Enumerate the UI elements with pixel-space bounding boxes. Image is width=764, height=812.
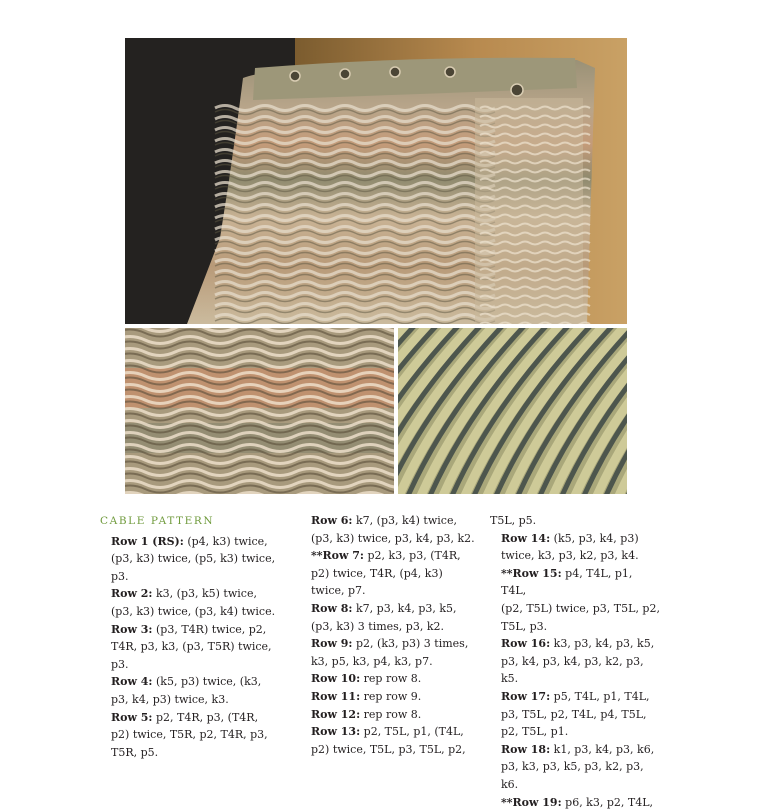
row-text: (p3, k3) twice, p3, k4, p3, k2. bbox=[311, 531, 475, 545]
pattern-row bbox=[300, 670, 480, 688]
row-label: Row 13: bbox=[311, 725, 361, 739]
section-title: CABLE PATTERN bbox=[100, 515, 215, 527]
row-text: T5R, p5. bbox=[111, 745, 159, 759]
row-label: Row 6: bbox=[311, 514, 353, 527]
row-text: T4R, p3, k3, (p3, T5R) twice, bbox=[111, 640, 272, 654]
row-text: T5L, p3. bbox=[501, 619, 548, 633]
pattern-column-1 bbox=[100, 512, 285, 761]
row-text: p2) twice, T5R, p2, T4R, p3, bbox=[111, 728, 268, 742]
knit-detail-photo-left bbox=[125, 328, 394, 494]
row-text: (p3, k3) 3 times, p3, k2. bbox=[311, 619, 444, 633]
pattern-column-2 bbox=[300, 512, 480, 758]
row-label: **Row 19: bbox=[501, 795, 562, 809]
row-text: k3, p5, k3, p4, k3, p7. bbox=[311, 654, 433, 668]
row-text: p3, k4, p3) twice, k3. bbox=[111, 692, 229, 706]
row-text: p3, T5L, p2, T4L, p4, T5L, bbox=[501, 707, 647, 721]
row-text: (p3, T4R) twice, p2, bbox=[152, 622, 267, 636]
row-label: Row 17: bbox=[501, 689, 551, 703]
pattern-row bbox=[300, 512, 480, 547]
pattern-row bbox=[490, 688, 660, 741]
continued-line: T5L, p5. bbox=[490, 514, 537, 527]
row-text: p2, (k3, p3) 3 times, bbox=[352, 637, 469, 651]
row-text: p2, T5L, p1. bbox=[501, 725, 569, 739]
row-text: k7, (p3, k4) twice, bbox=[352, 514, 457, 527]
row-label: Row 11: bbox=[311, 689, 361, 703]
row-text: (p2, T5L) twice, p3, T5L, p2, bbox=[501, 601, 660, 615]
pattern-row bbox=[100, 709, 285, 762]
row-label: Row 9: bbox=[311, 637, 353, 651]
pattern-row bbox=[490, 741, 660, 794]
row-text: rep row 8. bbox=[360, 672, 422, 686]
pattern-row bbox=[100, 621, 285, 674]
pattern-row bbox=[300, 688, 480, 706]
pattern-row bbox=[100, 673, 285, 708]
row-text: p3, k4, p3, k4, p3, k2, p3, k5. bbox=[501, 654, 644, 686]
row-text: twice, k3, p3, k2, p3, k4. bbox=[501, 549, 639, 563]
row-text: rep row 9. bbox=[360, 689, 422, 703]
row-text: k7, p3, k4, p3, k5, bbox=[352, 601, 457, 615]
row-label: Row 10: bbox=[311, 672, 361, 686]
row-text: p5, T4L, p1, T4L, bbox=[550, 689, 650, 703]
row-text: rep row 8. bbox=[360, 707, 422, 721]
pattern-row bbox=[490, 565, 660, 635]
row-text: p2, T5L, p1, (T4L, bbox=[360, 725, 464, 739]
pattern-row bbox=[300, 547, 480, 600]
row-text: p3, k3, p3, k5, p3, k2, p3, k6. bbox=[501, 760, 644, 791]
row-label: Row 14: bbox=[501, 531, 551, 545]
pattern-row bbox=[490, 635, 660, 688]
pattern-row bbox=[300, 706, 480, 724]
row-label: Row 16: bbox=[501, 637, 551, 651]
row-text: p4, T4L, p1, T4L, bbox=[501, 566, 633, 598]
pattern-row bbox=[490, 530, 660, 565]
pattern-row bbox=[100, 533, 285, 586]
row-text: p3. bbox=[111, 657, 129, 671]
row-text: k1, p3, k4, p3, k6, bbox=[550, 742, 655, 756]
row-text: p2, T4R, p3, (T4R, bbox=[152, 710, 259, 724]
pattern-row bbox=[490, 794, 660, 812]
row-text: twice, p7. bbox=[311, 584, 366, 598]
row-text: (k5, p3, k4, p3) bbox=[550, 531, 639, 545]
knit-detail-photo-right bbox=[398, 328, 627, 494]
pillow-photo bbox=[125, 38, 627, 324]
row-text: p2) twice, T5L, p3, T5L, p2, bbox=[311, 742, 466, 756]
pattern-row bbox=[300, 635, 480, 670]
row-text: (k5, p3) twice, (k3, bbox=[152, 675, 262, 689]
row-label: Row 12: bbox=[311, 707, 361, 721]
row-label: Row 1 (RS): bbox=[111, 534, 184, 548]
row-label: **Row 15: bbox=[501, 566, 562, 580]
pattern-row bbox=[300, 600, 480, 635]
row-label: Row 4: bbox=[111, 675, 153, 689]
row-text: p3. bbox=[111, 569, 129, 583]
row-text: p6, k3, p2, T4L, bbox=[561, 795, 654, 809]
row-text: k3, (p3, k5) twice, bbox=[152, 587, 257, 601]
row-label: Row 3: bbox=[111, 622, 153, 636]
row-label: Row 5: bbox=[111, 710, 153, 724]
pattern-row bbox=[100, 585, 285, 620]
row-label: Row 2: bbox=[111, 587, 153, 601]
pattern-column-3 bbox=[490, 512, 660, 811]
row-text: p2, k3, p3, (T4R, bbox=[364, 549, 461, 563]
row-label: **Row 7: bbox=[311, 549, 364, 563]
row-label: Row 18: bbox=[501, 742, 551, 756]
row-text: (p4, k3) twice, bbox=[183, 534, 268, 548]
row-text: (p3, k3) twice, (p3, k4) twice. bbox=[111, 604, 276, 618]
row-text: (p3, k3) twice, (p5, k3) twice, bbox=[111, 552, 276, 566]
row-label: Row 8: bbox=[311, 601, 353, 615]
row-text: p2) twice, T4R, (p4, k3) bbox=[311, 566, 443, 580]
row-text: k3, p3, k4, p3, k5, bbox=[550, 637, 655, 651]
pattern-row bbox=[300, 723, 480, 758]
